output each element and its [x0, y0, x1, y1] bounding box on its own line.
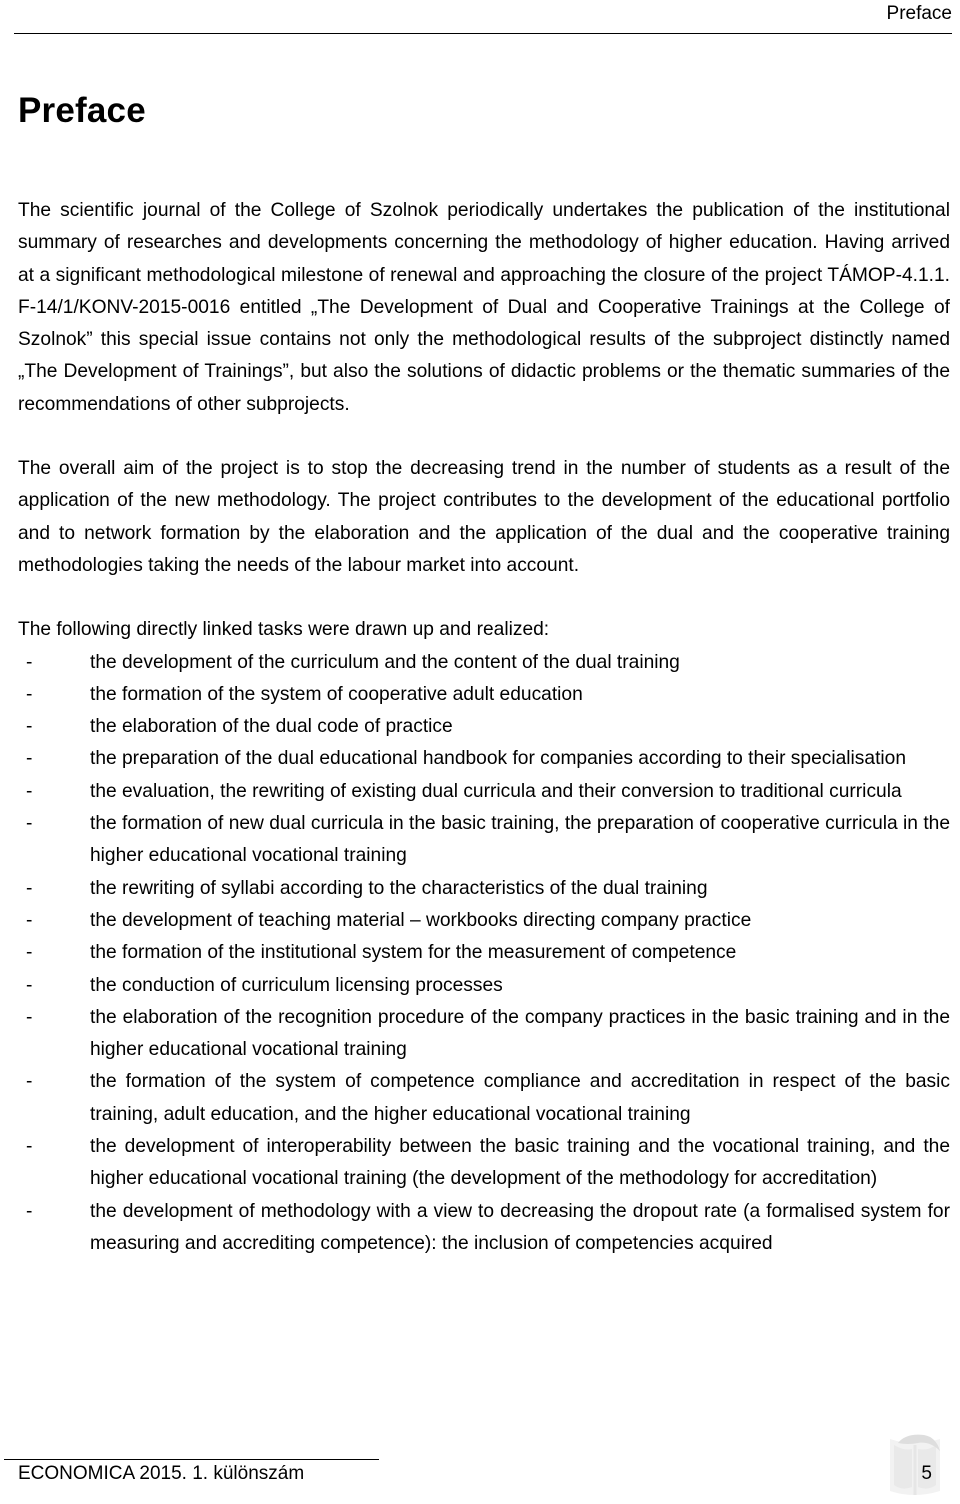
list-item-text: the formation of the system of competence compliance and accreditation in respect of the basic training, adult education, and the higher educational vocational training	[90, 1071, 950, 1125]
page-body	[18, 195, 950, 1260]
paragraph-intro: The scientific journal of the College of Szolnok periodically undertakes the publication of the institutional summary of researches and developments concerning the methodology of higher education. Having arrived at a significant methodological milestone of renewal and approaching the closure of the project TÁMOP-4.1.1. F-14/1/KONV-2015-0016 entitled „The Development of Dual and Cooperative Trainings at the College of Szolnok” this special issue contains not only the methodological results of the subproject distinctly named „The Development of Trainings”, but also the solutions of didactic problems or the thematic summaries of the recommendations of other subprojects.	[18, 200, 950, 415]
dash-bullet: -	[26, 974, 33, 996]
list-item-text: the preparation of the dual educational handbook for companies according to their specialisation	[90, 748, 907, 770]
dash-bullet: -	[26, 813, 33, 835]
dash-bullet: -	[26, 683, 33, 705]
running-header-title: Preface	[886, 3, 952, 24]
dash-bullet: -	[26, 651, 33, 673]
task-list	[18, 647, 950, 1261]
list-item	[18, 1131, 950, 1196]
footer-journal-title: ECONOMICA 2015. 1. különszám	[18, 1463, 305, 1484]
dash-bullet: -	[26, 909, 33, 931]
list-item-text: the formation of new dual curricula in the basic training, the preparation of cooperative curricula in the higher educational vocational training	[90, 813, 950, 867]
dash-bullet: -	[26, 748, 33, 770]
list-item	[18, 970, 950, 1002]
paragraph-aim: The overall aim of the project is to stop the decreasing trend in the number of students as a result of the application of the new methodology. The project contributes to the development of the educational portfolio and to network formation by the elaboration and the application of the dual and the cooperative training methodologies taking the needs of the labour market into account.	[18, 458, 950, 576]
list-item-text: the evaluation, the rewriting of existing dual curricula and their conversion to traditional curricula	[90, 780, 902, 802]
dash-bullet: -	[26, 1006, 33, 1028]
list-item-text: the conduction of curriculum licensing processes	[90, 974, 503, 996]
list-item-text: the development of teaching material – workbooks directing company practice	[90, 909, 752, 931]
list-item	[18, 647, 950, 679]
list-item-text: the rewriting of syllabi according to the characteristics of the dual training	[90, 877, 708, 899]
list-item	[18, 1002, 950, 1067]
list-item	[18, 743, 950, 775]
list-item	[18, 711, 950, 743]
dash-bullet: -	[26, 877, 33, 899]
list-item	[18, 679, 950, 711]
list-item-text: the development of the curriculum and the content of the dual training	[90, 651, 680, 673]
page-title: Preface	[18, 91, 146, 130]
list-item-text: the formation of the institutional system for the measurement of competence	[90, 942, 737, 964]
list-item	[18, 937, 950, 969]
list-item-text: the elaboration of the recognition procedure of the company practices in the basic training and in the higher educational vocational training	[90, 1006, 950, 1061]
dash-bullet: -	[26, 716, 33, 738]
list-item	[18, 905, 950, 937]
tasks-intro: The following directly linked tasks were drawn up and realized:	[18, 619, 550, 641]
dash-bullet: -	[26, 1136, 33, 1158]
footer-divider	[4, 1459, 379, 1460]
list-item	[18, 808, 950, 873]
list-item-text: the development of methodology with a view to decreasing the dropout rate (a formalised system for measuring and accrediting competence): the inclusion of competencies acquired	[90, 1200, 950, 1254]
list-item-text: the formation of the system of cooperative adult education	[90, 683, 583, 705]
dash-bullet: -	[26, 942, 33, 964]
list-item	[18, 1066, 950, 1131]
list-item	[18, 776, 950, 808]
list-item	[18, 1196, 950, 1261]
dash-bullet: -	[26, 1200, 33, 1222]
list-item-text: the elaboration of the dual code of practice	[90, 716, 453, 738]
book-logo-icon	[884, 1431, 946, 1501]
dash-bullet: -	[26, 1071, 33, 1093]
running-header	[14, 0, 952, 34]
page-number: 5	[921, 1463, 932, 1484]
list-item-text: the development of interoperability between the basic training and the vocational training, and the higher educational vocational training (the development of the methodology for accreditation)	[90, 1136, 950, 1190]
dash-bullet: -	[26, 780, 33, 802]
list-item	[18, 873, 950, 905]
